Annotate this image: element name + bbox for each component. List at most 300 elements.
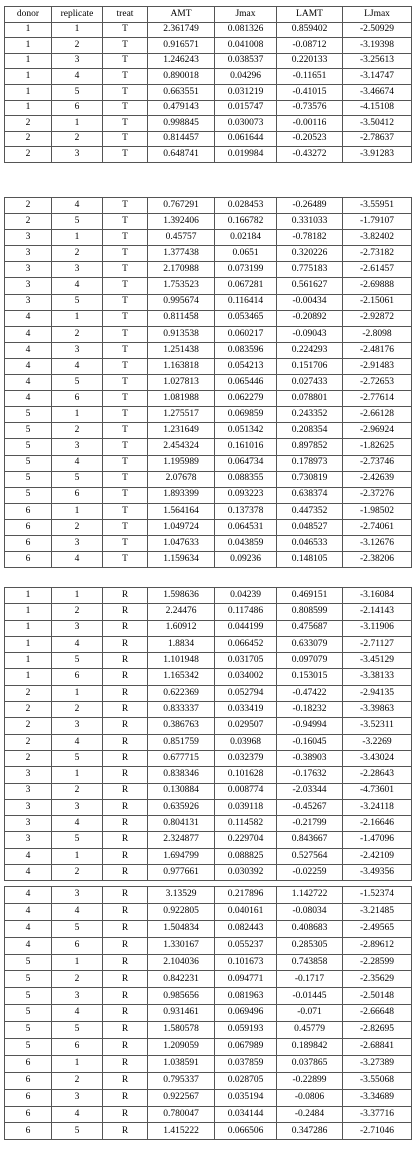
table-cell: 1.598636 <box>148 588 215 604</box>
table-cell: R <box>103 1005 148 1022</box>
table-cell: 4 <box>52 734 103 750</box>
table-row <box>5 310 412 326</box>
table-row <box>5 783 412 799</box>
table-cell: -0.26489 <box>277 198 343 214</box>
table-cell: 5 <box>5 954 52 971</box>
table-cell: 3 <box>5 262 52 278</box>
table-cell: -0.17632 <box>277 767 343 783</box>
table-row <box>5 375 412 391</box>
table-cell: T <box>103 38 148 54</box>
table-cell: 0.985656 <box>148 988 215 1005</box>
table-cell: 0.046533 <box>277 535 343 551</box>
table-cell: -3.55951 <box>343 198 412 214</box>
table-cell: -2.16646 <box>343 816 412 832</box>
table-cell: -2.66128 <box>343 407 412 423</box>
table-row <box>5 799 412 815</box>
table-cell: -0.01445 <box>277 988 343 1005</box>
table-row <box>5 214 412 230</box>
table-cell: 0.101673 <box>215 954 277 971</box>
table-cell: R <box>103 1106 148 1123</box>
table-cell: -3.2269 <box>343 734 412 750</box>
table-cell: R <box>103 832 148 848</box>
table-cell: 0.114582 <box>215 816 277 832</box>
table-cell: 0.094771 <box>215 971 277 988</box>
data-table <box>4 197 412 568</box>
table-cell: 1 <box>52 1055 103 1072</box>
table-cell: 5 <box>52 375 103 391</box>
table-cell: -2.8098 <box>343 326 412 342</box>
table-cell: 0.527564 <box>277 848 343 864</box>
table-cell: R <box>103 1089 148 1106</box>
table-cell: -2.77614 <box>343 391 412 407</box>
table-cell: 0.663551 <box>148 84 215 100</box>
table-cell: 3 <box>5 230 52 246</box>
table-cell: 1 <box>52 230 103 246</box>
table-cell: 2 <box>5 116 52 132</box>
table-cell: -0.08712 <box>277 38 343 54</box>
table-cell: 1.165342 <box>148 669 215 685</box>
table-cell: 2.324877 <box>148 832 215 848</box>
table-cell: -0.08034 <box>277 903 343 920</box>
header-row <box>5 7 412 23</box>
table-row <box>5 669 412 685</box>
table-cell: 2 <box>52 783 103 799</box>
table-cell: 1 <box>52 848 103 864</box>
table-block-1 <box>4 6 411 163</box>
table-cell: 5 <box>5 407 52 423</box>
table-cell: 1.8834 <box>148 636 215 652</box>
table-cell: 0.033419 <box>215 702 277 718</box>
table-cell: 1.163818 <box>148 358 215 374</box>
table-cell: T <box>103 310 148 326</box>
table-cell: 1.275517 <box>148 407 215 423</box>
table-cell: 2.104036 <box>148 954 215 971</box>
table-cell: R <box>103 636 148 652</box>
table-cell: 0.811458 <box>148 310 215 326</box>
column-header: replicate <box>52 7 103 23</box>
table-cell: T <box>103 294 148 310</box>
table-cell: 1 <box>52 116 103 132</box>
table-cell: 1 <box>5 69 52 85</box>
table-row <box>5 702 412 718</box>
table-cell: 3 <box>52 439 103 455</box>
table-cell: 0.015747 <box>215 100 277 116</box>
table-cell: 0.09236 <box>215 552 277 568</box>
table-cell: -3.14747 <box>343 69 412 85</box>
table-cell: 0.922567 <box>148 1089 215 1106</box>
table-cell: -2.42639 <box>343 471 412 487</box>
table-cell: -0.02259 <box>277 865 343 881</box>
table-cell: 0.808599 <box>277 604 343 620</box>
table-cell: 5 <box>5 971 52 988</box>
table-cell: 1 <box>5 669 52 685</box>
table-cell: 0.479143 <box>148 100 215 116</box>
table-cell: 4 <box>5 848 52 864</box>
table-cell: 4 <box>52 552 103 568</box>
table-cell: 0.795337 <box>148 1072 215 1089</box>
table-cell: -3.52311 <box>343 718 412 734</box>
table-row <box>5 38 412 54</box>
table-cell: 3 <box>5 246 52 262</box>
table-row <box>5 439 412 455</box>
table-cell: 0.743858 <box>277 954 343 971</box>
table-cell: -0.78182 <box>277 230 343 246</box>
table-cell: 2 <box>5 718 52 734</box>
table-cell: 3 <box>52 342 103 358</box>
table-row <box>5 903 412 920</box>
table-cell: 1 <box>5 53 52 69</box>
table-cell: 0.066452 <box>215 636 277 652</box>
table-cell: 4 <box>5 375 52 391</box>
table-cell: 0.054213 <box>215 358 277 374</box>
table-cell: 3 <box>5 799 52 815</box>
table-cell: 1 <box>52 407 103 423</box>
table-cell: 0.052794 <box>215 685 277 701</box>
table-cell: 0.032379 <box>215 750 277 766</box>
table-row <box>5 342 412 358</box>
table-cell: 0.208354 <box>277 423 343 439</box>
table-row <box>5 865 412 881</box>
table-row <box>5 407 412 423</box>
table-cell: -3.45129 <box>343 653 412 669</box>
table-cell: -3.55068 <box>343 1072 412 1089</box>
table-cell: T <box>103 100 148 116</box>
table-cell: 4 <box>52 278 103 294</box>
column-header: AMT <box>148 7 215 23</box>
table-row <box>5 620 412 636</box>
table-cell: 1 <box>52 310 103 326</box>
table-cell: -2.92872 <box>343 310 412 326</box>
table-cell: 0.066506 <box>215 1123 277 1140</box>
table-cell: 0.998845 <box>148 116 215 132</box>
table-cell: 1.027813 <box>148 375 215 391</box>
table-cell: 1 <box>5 84 52 100</box>
data-table <box>4 587 412 881</box>
table-row <box>5 22 412 38</box>
table-cell: -2.38206 <box>343 552 412 568</box>
table-row <box>5 653 412 669</box>
table-cell: 0.038537 <box>215 53 277 69</box>
table-cell: R <box>103 718 148 734</box>
table-row <box>5 685 412 701</box>
table-cell: 1.415222 <box>148 1123 215 1140</box>
table-cell: -2.15061 <box>343 294 412 310</box>
table-cell: 1.049724 <box>148 519 215 535</box>
table-cell: T <box>103 375 148 391</box>
table-cell: 1.753523 <box>148 278 215 294</box>
table-cell: 0.081326 <box>215 22 277 38</box>
table-cell: 0.055237 <box>215 937 277 954</box>
table-cell: 0.029507 <box>215 718 277 734</box>
table-cell: 0.019984 <box>215 147 277 163</box>
table-cell: 0.097079 <box>277 653 343 669</box>
table-cell: -2.82695 <box>343 1022 412 1039</box>
table-cell: 1.60912 <box>148 620 215 636</box>
table-cell: T <box>103 116 148 132</box>
table-cell: R <box>103 1123 148 1140</box>
column-header: donor <box>5 7 52 23</box>
table-cell: 1.209059 <box>148 1039 215 1056</box>
table-cell: 2 <box>52 865 103 881</box>
table-cell: 1.330167 <box>148 937 215 954</box>
table-cell: -2.50929 <box>343 22 412 38</box>
table-cell: -3.27389 <box>343 1055 412 1072</box>
table-cell: -0.00434 <box>277 294 343 310</box>
table-cell: 0.804131 <box>148 816 215 832</box>
table-cell: -2.14143 <box>343 604 412 620</box>
table-cell: -1.98502 <box>343 503 412 519</box>
table-cell: 3 <box>52 53 103 69</box>
table-cell: T <box>103 535 148 551</box>
table-cell: 0.065446 <box>215 375 277 391</box>
table-row <box>5 1072 412 1089</box>
table-row <box>5 920 412 937</box>
table-row <box>5 294 412 310</box>
table-cell: 5 <box>52 84 103 100</box>
table-cell: 5 <box>52 832 103 848</box>
table-cell: 1.047633 <box>148 535 215 551</box>
table-cell: 0.069496 <box>215 1005 277 1022</box>
table-cell: 0.897852 <box>277 439 343 455</box>
table-cell: R <box>103 1039 148 1056</box>
table-cell: -0.45267 <box>277 799 343 815</box>
table-cell: 0.638374 <box>277 487 343 503</box>
table-cell: R <box>103 920 148 937</box>
table-cell: T <box>103 471 148 487</box>
table-cell: 2 <box>5 702 52 718</box>
table-row <box>5 278 412 294</box>
table-cell: 2 <box>52 326 103 342</box>
table-cell: R <box>103 702 148 718</box>
table-cell: 0.037859 <box>215 1055 277 1072</box>
table-cell: 6 <box>52 669 103 685</box>
table-cell: 3 <box>5 294 52 310</box>
table-row <box>5 455 412 471</box>
table-cell: 0.833337 <box>148 702 215 718</box>
table-cell: 1.231649 <box>148 423 215 439</box>
table-cell: 4 <box>52 198 103 214</box>
table-row <box>5 1039 412 1056</box>
table-cell: -0.21799 <box>277 816 343 832</box>
table-cell: R <box>103 848 148 864</box>
table-cell: R <box>103 954 148 971</box>
table-cell: 6 <box>5 1072 52 1089</box>
table-cell: -0.1717 <box>277 971 343 988</box>
table-row <box>5 147 412 163</box>
table-cell: 0.130884 <box>148 783 215 799</box>
table-cell: 2.24476 <box>148 604 215 620</box>
table-cell: 0.02184 <box>215 230 277 246</box>
table-cell: R <box>103 799 148 815</box>
column-header: LAMT <box>277 7 343 23</box>
table-cell: 0.775183 <box>277 262 343 278</box>
table-cell: 6 <box>52 487 103 503</box>
table-cell: 0.027433 <box>277 375 343 391</box>
table-cell: -0.41015 <box>277 84 343 100</box>
table-block-3 <box>4 587 411 881</box>
table-row <box>5 816 412 832</box>
table-cell: 3 <box>52 718 103 734</box>
table-cell: 5 <box>52 214 103 230</box>
table-cell: 0.148105 <box>277 552 343 568</box>
table-cell: T <box>103 391 148 407</box>
table-cell: 1 <box>5 100 52 116</box>
table-row <box>5 535 412 551</box>
table-cell: R <box>103 685 148 701</box>
table-cell: 6 <box>5 503 52 519</box>
table-row <box>5 116 412 132</box>
table-cell: 0.635926 <box>148 799 215 815</box>
table-cell: 2 <box>52 423 103 439</box>
table-cell: T <box>103 22 148 38</box>
table-cell: 3 <box>52 988 103 1005</box>
table-cell: -0.94994 <box>277 718 343 734</box>
table-cell: 1 <box>52 22 103 38</box>
table-cell: 3 <box>52 147 103 163</box>
table-cell: -3.91283 <box>343 147 412 163</box>
table-cell: -2.91483 <box>343 358 412 374</box>
table-cell: 0.859402 <box>277 22 343 38</box>
table-cell: 0.229704 <box>215 832 277 848</box>
table-row <box>5 750 412 766</box>
table-cell: -0.38903 <box>277 750 343 766</box>
table-cell: T <box>103 246 148 262</box>
table-cell: 2 <box>5 734 52 750</box>
table-cell: 0.073199 <box>215 262 277 278</box>
table-cell: -2.96924 <box>343 423 412 439</box>
table-cell: 6 <box>5 519 52 535</box>
table-cell: T <box>103 487 148 503</box>
table-cell: R <box>103 653 148 669</box>
table-cell: 0.153015 <box>277 669 343 685</box>
table-row <box>5 552 412 568</box>
table-cell: 2.361749 <box>148 22 215 38</box>
table-cell: 1 <box>52 503 103 519</box>
table-cell: 1.893399 <box>148 487 215 503</box>
table-cell: -3.24118 <box>343 799 412 815</box>
table-cell: 5 <box>5 1022 52 1039</box>
table-cell: -2.50148 <box>343 988 412 1005</box>
table-cell: 1.504834 <box>148 920 215 937</box>
table-row <box>5 718 412 734</box>
table-cell: 4 <box>5 391 52 407</box>
table-cell: -3.19398 <box>343 38 412 54</box>
table-cell: 2.07678 <box>148 471 215 487</box>
table-cell: 0.028705 <box>215 1072 277 1089</box>
table-cell: 0.45779 <box>277 1022 343 1039</box>
table-cell: T <box>103 552 148 568</box>
table-cell: 0.838346 <box>148 767 215 783</box>
table-cell: -0.0806 <box>277 1089 343 1106</box>
table-cell: -2.61457 <box>343 262 412 278</box>
table-cell: 0.088355 <box>215 471 277 487</box>
table-cell: 1 <box>5 588 52 604</box>
table-cell: T <box>103 278 148 294</box>
table-cell: 0.916571 <box>148 38 215 54</box>
table-cell: T <box>103 53 148 69</box>
table-cell: 4 <box>52 816 103 832</box>
table-cell: 3 <box>52 262 103 278</box>
table-cell: 0.913538 <box>148 326 215 342</box>
table-row <box>5 937 412 954</box>
column-header: treat <box>103 7 148 23</box>
table-cell: 2 <box>52 519 103 535</box>
table-cell: -3.21485 <box>343 903 412 920</box>
table-cell: 2 <box>52 38 103 54</box>
table-cell: 1.377438 <box>148 246 215 262</box>
table-row <box>5 848 412 864</box>
table-cell: 2 <box>52 131 103 147</box>
table-cell: 0.034144 <box>215 1106 277 1123</box>
table-cell: 2 <box>5 750 52 766</box>
table-cell: T <box>103 358 148 374</box>
table-cell: -4.73601 <box>343 783 412 799</box>
table-cell: 0.977661 <box>148 865 215 881</box>
table-cell: -2.28643 <box>343 767 412 783</box>
table-cell: R <box>103 669 148 685</box>
column-header: Jmax <box>215 7 277 23</box>
table-cell: -3.49356 <box>343 865 412 881</box>
table-cell: 0.151706 <box>277 358 343 374</box>
table-cell: 0.081963 <box>215 988 277 1005</box>
table-cell: 4 <box>5 342 52 358</box>
table-cell: R <box>103 903 148 920</box>
table-cell: T <box>103 519 148 535</box>
table-row <box>5 326 412 342</box>
table-cell: -1.79107 <box>343 214 412 230</box>
table-cell: 2 <box>5 685 52 701</box>
table-cell: 0.117486 <box>215 604 277 620</box>
table-cell: 4 <box>5 903 52 920</box>
table-cell: T <box>103 230 148 246</box>
table-cell: -2.37276 <box>343 487 412 503</box>
table-cell: 0.730819 <box>277 471 343 487</box>
table-cell: 4 <box>52 358 103 374</box>
table-cell: -3.82402 <box>343 230 412 246</box>
table-row <box>5 588 412 604</box>
table-cell: 0.093223 <box>215 487 277 503</box>
table-cell: 2 <box>52 1072 103 1089</box>
table-cell: T <box>103 503 148 519</box>
table-cell: -3.38133 <box>343 669 412 685</box>
table-cell: 2.170988 <box>148 262 215 278</box>
table-cell: 1 <box>5 653 52 669</box>
table-cell: 0.067281 <box>215 278 277 294</box>
table-cell: -2.94135 <box>343 685 412 701</box>
table-row <box>5 230 412 246</box>
table-row <box>5 1005 412 1022</box>
table-cell: 2 <box>5 214 52 230</box>
table-cell: 2.454324 <box>148 439 215 455</box>
table-row <box>5 636 412 652</box>
table-cell: 0.161016 <box>215 439 277 455</box>
table-cell: -0.16045 <box>277 734 343 750</box>
data-table <box>4 6 412 163</box>
table-cell: -0.73576 <box>277 100 343 116</box>
table-cell: 0.040161 <box>215 903 277 920</box>
table-cell: -3.43024 <box>343 750 412 766</box>
table-cell: R <box>103 767 148 783</box>
table-cell: -2.71127 <box>343 636 412 652</box>
table-cell: R <box>103 1022 148 1039</box>
table-cell: 0.060217 <box>215 326 277 342</box>
table-cell: 0.622369 <box>148 685 215 701</box>
table-cell: -2.03344 <box>277 783 343 799</box>
table-cell: 0.088825 <box>215 848 277 864</box>
table-cell: -0.20892 <box>277 310 343 326</box>
table-cell: 0.03968 <box>215 734 277 750</box>
table-row <box>5 358 412 374</box>
